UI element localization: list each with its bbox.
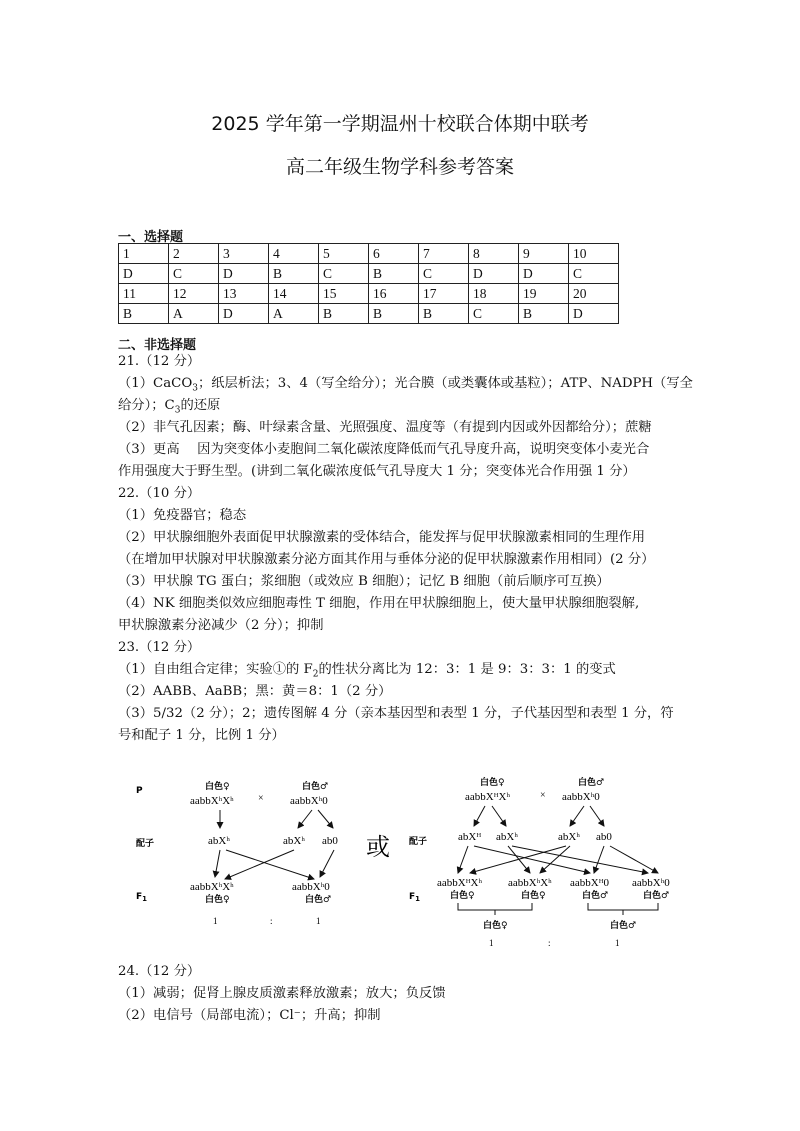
title-line-2: 高二年级生物学科参考答案 bbox=[285, 156, 514, 178]
ratio-value: 1 bbox=[213, 916, 218, 926]
group-phenotype: 白色♂ bbox=[610, 921, 637, 931]
f1-label: $F_1$ bbox=[136, 892, 148, 903]
table-cell: 8 bbox=[469, 244, 519, 264]
table-row bbox=[119, 304, 619, 324]
table-cell: C bbox=[419, 264, 469, 284]
gamete: ab0 bbox=[322, 835, 338, 847]
arrow bbox=[594, 846, 604, 873]
table-cell: D bbox=[219, 264, 269, 284]
q21-line: （2）非气孔因素；酶、叶绿素含量、光照强度、温度等（有提到内因或外因都给分）；蔗糖 bbox=[118, 420, 652, 435]
gamete: abXʰ bbox=[283, 835, 305, 847]
f1-label: $F_1$ bbox=[409, 892, 421, 903]
q21-line: （1）CaCO$_3$；纸层析法；3、4（写全给分）；光合膜（或类囊体或基粒）；ATP、NADPH（写全 bbox=[118, 376, 693, 394]
offspring-genotype: aabbXʰ0 bbox=[632, 877, 670, 889]
offspring-phenotype: 白色♀ bbox=[521, 891, 546, 901]
table-cell: B bbox=[269, 264, 319, 284]
table-cell: C bbox=[319, 264, 369, 284]
table-cell: D bbox=[469, 264, 519, 284]
arrow bbox=[590, 806, 604, 826]
arrow bbox=[570, 806, 584, 826]
parent-male-phenotype: 白色♂ bbox=[302, 782, 329, 792]
offspring-genotype: aabbXᴴXʰ bbox=[437, 877, 483, 889]
table-cell: 17 bbox=[419, 284, 469, 304]
table-cell: B bbox=[519, 304, 569, 324]
q24-line: （2）电信号（局部电流）；Cl⁻；升高；抑制 bbox=[118, 1008, 381, 1023]
q22-line: （1）免疫器官；稳态 bbox=[118, 508, 247, 523]
arrow bbox=[318, 810, 333, 828]
q21-line: 给分）；$C_3$的还原 bbox=[118, 398, 221, 416]
gamete: abXʰ bbox=[558, 831, 580, 843]
q23-line: （3）5/32（2 分）；2；遗传图解 4 分（亲本基因型和表型 1 分，子代基因型和表型 1 分，符 bbox=[118, 706, 674, 721]
table-cell: 13 bbox=[219, 284, 269, 304]
or-text: 或 bbox=[366, 835, 390, 861]
arrow bbox=[474, 806, 485, 826]
q23-line: （1）自由组合定律；实验①的 $F_2$的性状分离比为 12：3：1 是 9：3：3：1 的变式 bbox=[118, 662, 616, 680]
ratio-colon: : bbox=[270, 916, 273, 926]
arrow bbox=[540, 846, 570, 873]
table-cell: 3 bbox=[219, 244, 269, 264]
gamete: abXᴴ bbox=[458, 831, 482, 843]
table-cell: A bbox=[169, 304, 219, 324]
table-cell: 19 bbox=[519, 284, 569, 304]
offspring-phenotype: 白色♂ bbox=[305, 895, 332, 905]
arrow bbox=[610, 846, 658, 873]
parent-female-genotype: aabbXʰXʰ bbox=[190, 795, 234, 807]
table-cell: 14 bbox=[269, 284, 319, 304]
table-cell: 9 bbox=[519, 244, 569, 264]
q21-line: （3）更高 因为突变体小麦胞间二氧化碳浓度降低而气孔导度升高，说明突变体小麦光合 bbox=[118, 442, 650, 457]
table-cell: C bbox=[169, 264, 219, 284]
table-row bbox=[119, 284, 619, 304]
group-phenotype: 白色♀ bbox=[483, 921, 508, 931]
table-cell: 5 bbox=[319, 244, 369, 264]
table-cell: 12 bbox=[169, 284, 219, 304]
offspring-genotype: aabbXʰXʰ bbox=[190, 881, 234, 893]
table-cell: B bbox=[369, 264, 419, 284]
section-nonchoice: 二、非选择题 bbox=[118, 338, 197, 353]
cross-symbol: × bbox=[258, 793, 264, 804]
arrow bbox=[470, 846, 566, 873]
ratio-colon: : bbox=[548, 938, 551, 948]
q22-line: （4）NK 细胞类似效应细胞毒性 T 细胞，作用在甲状腺细胞上，使大量甲状腺细胞裂解, bbox=[118, 596, 640, 611]
table-cell: 1 bbox=[119, 244, 169, 264]
gamete-label: 配子 bbox=[409, 837, 428, 847]
table-cell: 20 bbox=[569, 284, 619, 304]
table-row bbox=[119, 244, 619, 264]
gamete: ab0 bbox=[596, 831, 612, 843]
arrow bbox=[298, 810, 312, 828]
table-row bbox=[119, 264, 619, 284]
ratio-value: 1 bbox=[316, 916, 321, 926]
ratio-value: 1 bbox=[615, 938, 620, 948]
table-cell: 6 bbox=[369, 244, 419, 264]
offspring-genotype: aabbXᴴ0 bbox=[570, 877, 610, 889]
table-cell: 7 bbox=[419, 244, 469, 264]
arrow bbox=[215, 850, 220, 877]
q24-head: 24.（12 分） bbox=[118, 964, 201, 979]
table-cell: C bbox=[469, 304, 519, 324]
q22-line: （在增加甲状腺对甲状腺激素分泌方面其作用与垂体分泌的促甲状腺激素作用相同）(2 分） bbox=[118, 552, 655, 567]
arrow bbox=[226, 850, 314, 879]
answer-table bbox=[118, 243, 619, 324]
parent-female-phenotype: 白色♀ bbox=[205, 782, 230, 792]
offspring-genotype: aabbXʰXʰ bbox=[508, 877, 552, 889]
table-cell: B bbox=[119, 304, 169, 324]
table-cell: 10 bbox=[569, 244, 619, 264]
p-label: P bbox=[136, 786, 143, 796]
table-cell: D bbox=[119, 264, 169, 284]
table-cell: D bbox=[569, 304, 619, 324]
table-cell: D bbox=[219, 304, 269, 324]
group-bracket bbox=[458, 903, 532, 915]
q24-line: （1）减弱；促肾上腺皮质激素释放激素；放大；负反馈 bbox=[118, 986, 446, 1001]
parent-male-phenotype: 白色♂ bbox=[578, 778, 605, 788]
gamete: abXʰ bbox=[496, 831, 518, 843]
title-line-1: 2025 学年第一学期温州十校联合体期中联考 bbox=[211, 113, 589, 135]
gamete-label: 配子 bbox=[136, 839, 155, 849]
arrow bbox=[225, 850, 294, 879]
table-cell: C bbox=[569, 264, 619, 284]
table-cell: B bbox=[319, 304, 369, 324]
q21-line: 作用强度大于野生型。(讲到二氧化碳浓度低气孔导度大 1 分；突变体光合作用强 1 分） bbox=[118, 464, 636, 479]
parent-male-genotype: aabbXʰ0 bbox=[290, 795, 328, 807]
arrow bbox=[492, 806, 506, 826]
table-cell: 11 bbox=[119, 284, 169, 304]
table-cell: 15 bbox=[319, 284, 369, 304]
arrow bbox=[458, 846, 468, 873]
parent-female-genotype: aabbXᴴXʰ bbox=[465, 791, 511, 803]
table-cell: B bbox=[419, 304, 469, 324]
q22-line: 甲状腺激素分泌减少（2 分）；抑制 bbox=[118, 618, 324, 633]
ratio-value: 1 bbox=[489, 938, 494, 948]
section-choice: 一、选择题 bbox=[118, 230, 184, 245]
q23-line: （2）AABB、AaBB；黑：黄＝8：1（2 分） bbox=[118, 684, 392, 699]
offspring-phenotype: 白色♀ bbox=[205, 895, 230, 905]
parent-female-phenotype: 白色♀ bbox=[480, 778, 505, 788]
genetic-diagram bbox=[0, 760, 800, 960]
arrow bbox=[320, 850, 334, 877]
q21-head: 21.（12 分） bbox=[118, 354, 201, 369]
table-cell: B bbox=[369, 304, 419, 324]
offspring-phenotype: 白色♀ bbox=[450, 891, 475, 901]
q23-head: 23.（12 分） bbox=[118, 640, 201, 655]
q22-head: 22.（10 分） bbox=[118, 486, 201, 501]
gamete: abXʰ bbox=[208, 835, 230, 847]
parent-male-genotype: aabbXʰ0 bbox=[562, 791, 600, 803]
offspring-phenotype: 白色♂ bbox=[582, 891, 609, 901]
offspring-genotype: aabbXʰ0 bbox=[292, 881, 330, 893]
table-cell: 18 bbox=[469, 284, 519, 304]
table-cell: D bbox=[519, 264, 569, 284]
q22-line: （2）甲状腺细胞外表面促甲状腺激素的受体结合，能发挥与促甲状腺激素相同的生理作用 bbox=[118, 530, 646, 545]
table-cell: 2 bbox=[169, 244, 219, 264]
table-cell: A bbox=[269, 304, 319, 324]
table-cell: 16 bbox=[369, 284, 419, 304]
cross-symbol: × bbox=[540, 790, 546, 801]
group-bracket bbox=[588, 903, 658, 915]
q23-line: 号和配子 1 分，比例 1 分） bbox=[118, 728, 285, 743]
offspring-phenotype: 白色♂ bbox=[643, 891, 670, 901]
table-cell: 4 bbox=[269, 244, 319, 264]
q22-line: （3）甲状腺 TG 蛋白；浆细胞（或效应 B 细胞）；记忆 B 细胞（前后顺序可互换） bbox=[118, 574, 610, 589]
